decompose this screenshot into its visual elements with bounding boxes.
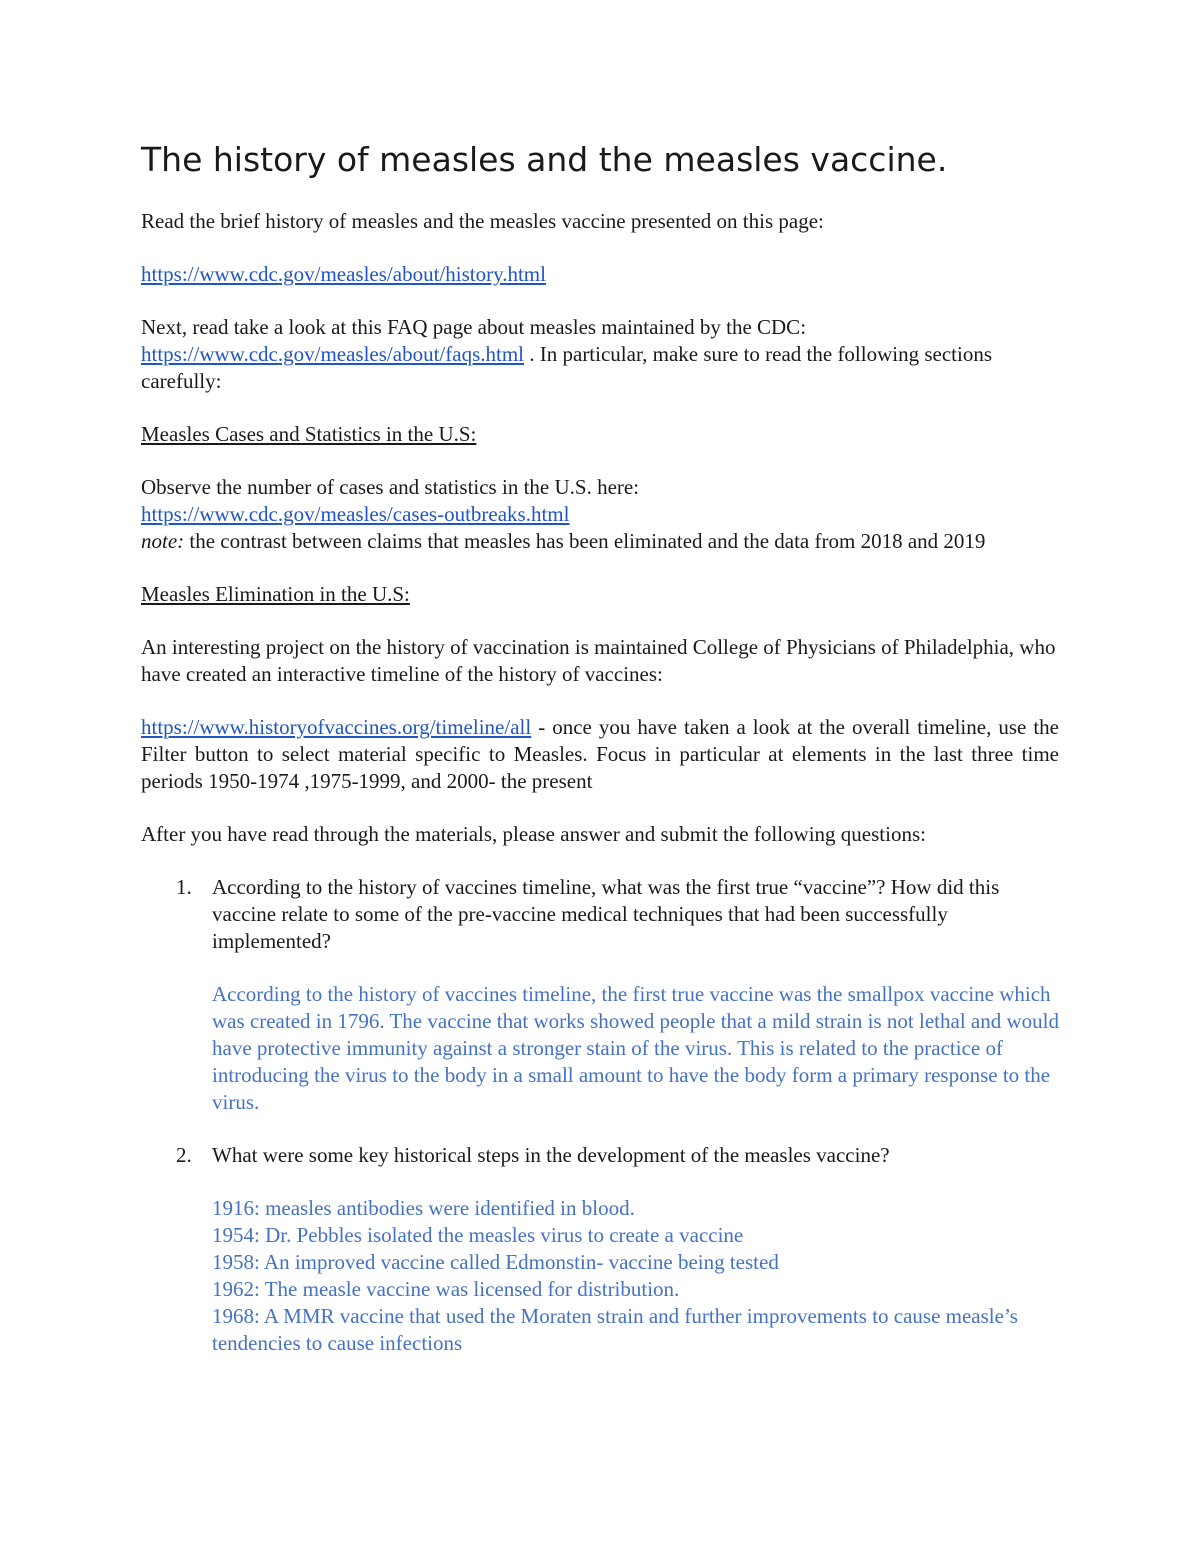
history-link-para	[141, 261, 1059, 288]
timeline-instructions: - once you have taken a look at the overall timeline, use the Filter button to select material specific to Measles. Focus in particular at elements in the last three time periods 1950-1974 ,1975-1999, and 2000- the present	[141, 715, 1059, 793]
cases-para	[141, 474, 1059, 555]
question-item	[141, 874, 1059, 1116]
question-text: According to the history of vaccines timeline, what was the first true “vaccine”? How did this vaccine relate to some of the pre-vaccine medical techniques that had been successfully implemented?	[212, 875, 1000, 953]
page-title: The history of measles and the measles vaccine.	[141, 140, 948, 179]
answer-line: 1968: A MMR vaccine that used the Moraten strain and further improvements to cause measle’s tendencies to cause infections	[212, 1304, 1018, 1355]
questions-list	[141, 874, 1059, 1357]
answer-text: According to the history of vaccines timeline, the first true vaccine was the smallpox vaccine which was created in 1796. The vaccine that works showed people that a mild strain is not lethal and would have protective immunity against a stronger stain of the virus. This is related to the practice of introducing the virus to the body in a small amount to have the body form a primary response to the virus.	[212, 982, 1059, 1114]
question-number: 2.	[176, 1143, 192, 1167]
note-label: note:	[141, 529, 185, 553]
answer-list	[212, 1195, 1059, 1357]
intro-text: Read the brief history of measles and the measles vaccine presented on this page:	[141, 209, 824, 233]
faq-after-text: . In particular, make sure to read the following sections carefully:	[141, 342, 993, 393]
answer-line: 1962: The measle vaccine was licensed for distribution.	[212, 1277, 680, 1301]
faq-intro-text: Next, read take a look at this FAQ page about measles maintained by the CDC:	[141, 315, 807, 339]
question-number: 1.	[176, 875, 192, 899]
question-item	[141, 1142, 1059, 1357]
cdc-faqs-link[interactable]: https://www.cdc.gov/measles/about/faqs.html	[141, 342, 524, 366]
answer-line: 1916: measles antibodies were identified in blood.	[212, 1196, 635, 1220]
answer-line: 1958: An improved vaccine called Edmonstin- vaccine being tested	[212, 1250, 779, 1274]
cdc-cases-link[interactable]: https://www.cdc.gov/measles/cases-outbreaks.html	[141, 502, 570, 526]
section-heading-cases-text: Measles Cases and Statistics in the U.S:	[141, 422, 477, 446]
project-para: An interesting project on the history of vaccination is maintained College of Physicians of Philadelphia, who have created an interactive timeline of the history of vaccines:	[141, 635, 1056, 686]
section-heading-elimination-text: Measles Elimination in the U.S:	[141, 582, 410, 606]
question-text: What were some key historical steps in the development of the measles vaccine?	[212, 1143, 890, 1167]
observe-text: Observe the number of cases and statistics in the U.S. here:	[141, 475, 640, 499]
cdc-history-link[interactable]: https://www.cdc.gov/measles/about/history.html	[141, 262, 546, 286]
answer-line: 1954: Dr. Pebbles isolated the measles virus to create a vaccine	[212, 1223, 744, 1247]
note-text: the contrast between claims that measles has been eliminated and the data from 2018 and 2019	[184, 529, 986, 553]
timeline-link[interactable]: https://www.historyofvaccines.org/timeline/all	[141, 715, 532, 739]
timeline-para	[141, 714, 1059, 795]
after-read-text: After you have read through the materials, please answer and submit the following questions:	[141, 822, 926, 846]
section-heading-elimination	[141, 581, 1059, 608]
document-page	[141, 138, 1059, 1383]
faq-para	[141, 314, 1059, 395]
section-heading-cases	[141, 421, 1059, 448]
